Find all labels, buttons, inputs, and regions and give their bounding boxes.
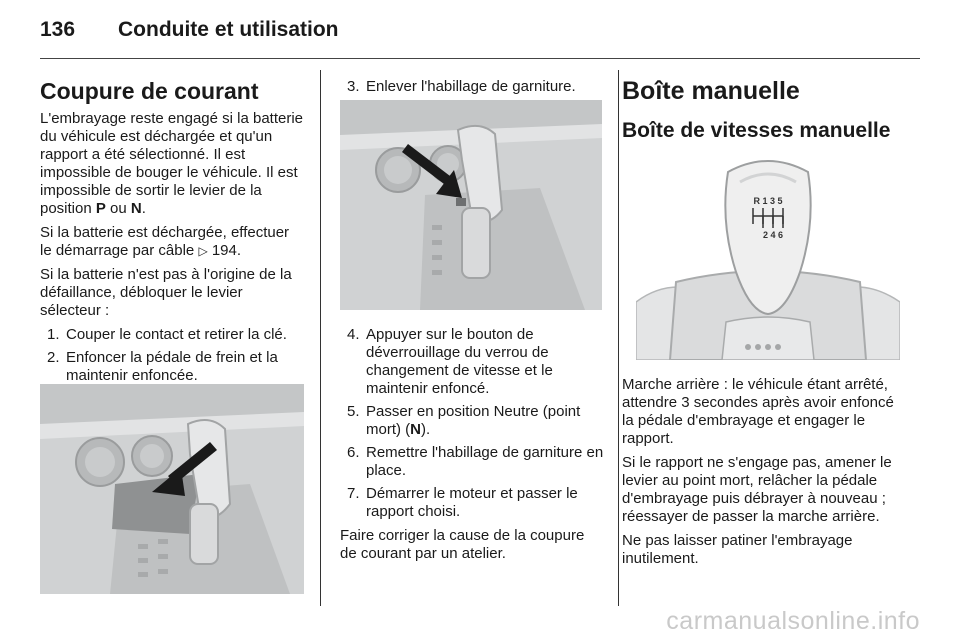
- paragraph-text: L'embrayage reste engagé si la batterie du véhicule est déchargée et qu'un rapport a été sélectionné. Il est impossible de bouger le véhicule. Il est impossible de sortir le levier de la position: [40, 110, 304, 217]
- step-number: 6.: [347, 444, 360, 461]
- step-text: Appuyer sur le bouton de déverrouillage du verrou de changement de vitesse et le maintenir enfoncé.: [366, 326, 553, 397]
- list-item: [340, 78, 604, 96]
- paragraph-text: Si la batterie est déchargée, effectuer le démarrage par câble: [40, 224, 290, 259]
- paragraph-clutch-slip: Ne pas laisser patiner l'embrayage inutilement.: [622, 532, 853, 567]
- header-rule: [40, 58, 920, 59]
- paragraph-retry-reverse: Si le rapport ne s'engage pas, amener le levier au point mort, relâcher la pédale d'embrayage puis débrayer à nouveau ; réessayer de passer la marche arrière.: [622, 454, 892, 525]
- position-n: N: [410, 421, 422, 438]
- step-number: 2.: [47, 349, 60, 366]
- list-item: [340, 326, 604, 398]
- step-number: 1.: [47, 326, 60, 343]
- paragraph-clutch-engaged: [40, 110, 304, 218]
- step-number: 7.: [347, 485, 360, 502]
- section-heading-manual-gearbox: Boîte manuelle: [622, 77, 800, 105]
- column-2: [340, 74, 604, 102]
- position-n: N: [130, 200, 142, 217]
- list-item: [340, 444, 604, 480]
- subheading-manual-transmission: Boîte de vitesses manuelle: [622, 119, 891, 142]
- step-text: Couper le contact et retirer la clé.: [66, 326, 287, 343]
- page-reference[interactable]: 194.: [207, 242, 242, 259]
- steps-list-1: [40, 326, 304, 385]
- list-item: [40, 326, 304, 344]
- step-text: Enfoncer la pédale de frein et la maintenir enfoncée.: [66, 349, 278, 384]
- step-text: Démarrer le moteur et passer le rapport choisi.: [366, 485, 578, 520]
- position-p: P: [95, 200, 106, 217]
- step-text: Enlever l'habillage de garniture.: [366, 78, 576, 95]
- column-3: [622, 74, 904, 144]
- list-item: [340, 485, 604, 521]
- paragraph-unlock-lever: Si la batterie n'est pas à l'origine de la défaillance, débloquer le levier sélecteur :: [40, 266, 292, 319]
- page-header: [40, 18, 920, 58]
- step-number: 4.: [347, 326, 360, 343]
- step-number: 5.: [347, 403, 360, 420]
- gear-selector-illustration-1: [40, 384, 304, 594]
- manual-gear-knob-illustration: [636, 152, 900, 360]
- column-divider-2: [618, 70, 619, 606]
- steps-list-2a: [340, 78, 604, 96]
- list-item: [40, 349, 304, 385]
- gear-pattern-top-labels: R 1 3 5: [753, 196, 783, 206]
- gear-pattern-bottom-labels: 2 4 6: [762, 230, 784, 240]
- column-1: [40, 74, 304, 391]
- step-text: Passer en position Neutre (point mort) (: [366, 403, 581, 438]
- step-text: Remettre l'habillage de garniture en place.: [366, 444, 604, 479]
- list-item: [340, 403, 604, 439]
- section-heading-power-cut: Coupure de courant: [40, 78, 259, 104]
- column-2-lower: [340, 322, 604, 569]
- paragraph-text: ou: [105, 200, 131, 217]
- column-3-lower: [622, 376, 904, 574]
- paragraph-reverse: Marche arrière : le véhicule étant arrêté, attendre 3 secondes après avoir enfoncé la pédale d'embrayage et engager le rapport.: [622, 376, 894, 447]
- step-number: 3.: [347, 78, 360, 95]
- page-reference-icon: ▷: [198, 244, 208, 258]
- page-title: Conduite et utilisation: [118, 18, 339, 41]
- steps-list-2b: [340, 326, 604, 521]
- watermark: carmanualsonline.info: [666, 607, 920, 635]
- column-divider-1: [320, 70, 321, 606]
- gear-selector-illustration-2: [340, 100, 602, 310]
- page-number: 136: [40, 18, 76, 41]
- paragraph-repair: Faire corriger la cause de la coupure de courant par un atelier.: [340, 527, 585, 562]
- step-text: ).: [421, 421, 431, 438]
- paragraph-text: .: [141, 200, 146, 217]
- paragraph-jump-start: [40, 224, 304, 260]
